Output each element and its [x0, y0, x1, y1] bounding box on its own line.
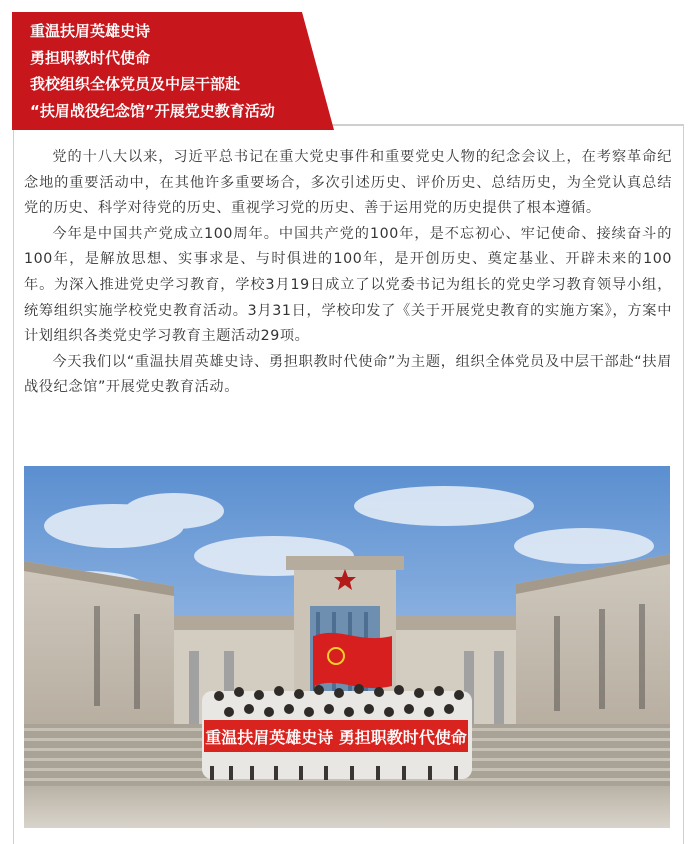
title-banner	[12, 12, 334, 130]
article-body	[24, 145, 672, 401]
banner-line-2: 勇担职教时代使命	[30, 48, 151, 67]
paragraph-2: 今年是中国共产党成立100周年。中国共产党的100年，是不忘初心、牢记使命、接续奋斗的100年，是解放思想、实事求是、与时俱进的100年，是开创历史、奠定基业、开辟未来的100年。为深入推进党史学习教育，学校3月19日成立了以党委书记为组长的党史学习教育领导小组，统筹组织实施学校党史教育活动。3月31日，学校印发了《关于开展党史教育的实施方案》，方案中计划组织各类党史学习教育主题活动29项。	[24, 225, 672, 345]
banner-line-4: “扶眉战役纪念馆”开展党史教育活动	[30, 101, 275, 120]
banner-line-3: 我校组织全体党员及中层干部赴	[30, 75, 241, 93]
photo-illustration	[24, 466, 670, 828]
paragraph-1: 党的十八大以来，习近平总书记在重大党史事件和重要党史人物的纪念会议上，在考察革命纪念地的重要活动中，在其他许多重要场合，多次引述历史、评价历史、总结历史，为全党认真总结党的历史、科学对待党的历史、重视学习党的历史、善于运用党的历史提供了根本遵循。	[24, 149, 672, 217]
paragraph-3: 今天我们以“重温扶眉英雄史诗、勇担职教时代使命”为主题，组织全体党员及中层干部赴“扶眉战役纪念馆”开展党史教育活动。	[24, 353, 672, 396]
banner-title	[30, 18, 324, 124]
group-people	[202, 684, 472, 780]
group-photo	[24, 466, 670, 828]
photo-banner-text: 重温扶眉英雄史诗 勇担职教时代使命	[205, 728, 467, 747]
banner-line-1: 重温扶眉英雄史诗	[30, 22, 151, 40]
